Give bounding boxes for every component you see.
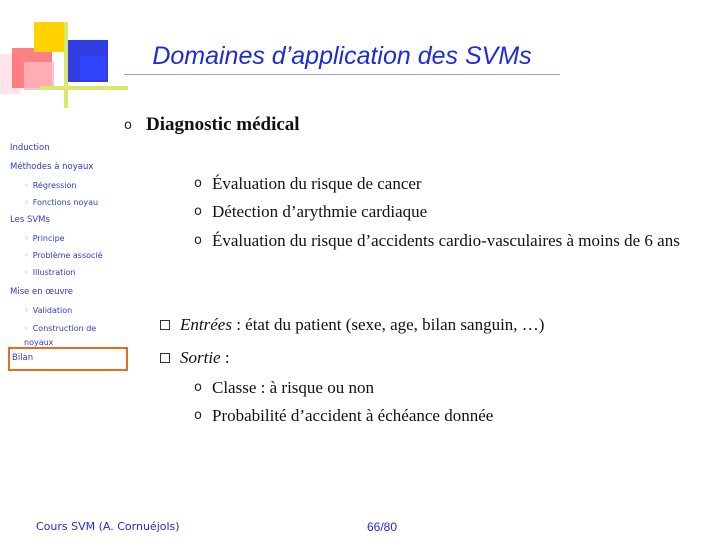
sidebar-item-mise-en-oeuvre[interactable]: Mise en œuvre: [10, 287, 74, 297]
sidebar-item-fonctions-noyau[interactable]: ◦ Fonctions noyau: [24, 198, 98, 207]
sortie-item-classe: Classe : à risque ou non: [212, 378, 374, 397]
bullet-circle-icon: o: [194, 176, 202, 191]
sidebar-item-principe[interactable]: ◦ Principe: [24, 234, 65, 243]
logo-square-yellow: [34, 22, 64, 52]
footer-course: Cours SVM (A. Cornuéjols): [36, 520, 180, 533]
bullet-circle-icon: o: [124, 118, 132, 133]
entrees-label: Entrées: [180, 315, 232, 334]
bullet-square-icon: [160, 320, 170, 330]
sidebar-item-methodes-noyaux[interactable]: Méthodes à noyaux: [10, 162, 94, 172]
slide-title: Domaines d’application des SVMs: [152, 42, 532, 70]
sortie-line: [180, 348, 230, 368]
bullet-circle-icon: o: [194, 204, 202, 219]
sidebar-item-construction-noyaux[interactable]: ◦ Construction de noyaux: [24, 322, 114, 350]
logo-line-horizontal: [40, 86, 128, 90]
sidebar-item-bilan[interactable]: Bilan: [12, 353, 34, 363]
sub-item-arythmie: Détection d’arythmie cardiaque: [212, 202, 428, 221]
bullet-circle-icon: o: [194, 233, 202, 248]
sortie-text: :: [220, 348, 230, 367]
sidebar-item-validation[interactable]: ◦ Validation: [24, 306, 72, 315]
sidebar-item-les-svms[interactable]: Les SVMs: [10, 215, 50, 225]
logo-square-blue-dark: [80, 56, 106, 80]
sub-item-cancer: Évaluation du risque de cancer: [212, 174, 422, 193]
sidebar-item-probleme-associe[interactable]: ◦ Problème associé: [24, 251, 103, 260]
sidebar-item-regression[interactable]: ◦ Régression: [24, 181, 76, 190]
sortie-label: Sortie: [180, 348, 221, 367]
footer-page-number: 66/80: [367, 520, 398, 534]
bullet-square-icon: [160, 353, 170, 363]
sortie-item-probabilite: Probabilité d’accident à échéance donnée: [212, 406, 494, 425]
entrees-text: : état du patient (sexe, age, bilan sanguin, …): [231, 315, 545, 334]
entrees-line: [180, 315, 544, 335]
bullet-circle-icon: o: [194, 408, 202, 423]
logo-line-vertical: [64, 22, 68, 108]
title-underline: [124, 74, 560, 75]
sidebar-item-illustration[interactable]: ◦ Illustration: [24, 268, 75, 277]
sidebar-item-induction[interactable]: Induction: [10, 143, 50, 153]
heading-diagnostic: Diagnostic médical: [146, 114, 300, 135]
sub-item-cardio: Évaluation du risque d’accidents cardio-vasculaires à moins de 6 ans: [212, 231, 680, 250]
bullet-circle-icon: o: [194, 380, 202, 395]
